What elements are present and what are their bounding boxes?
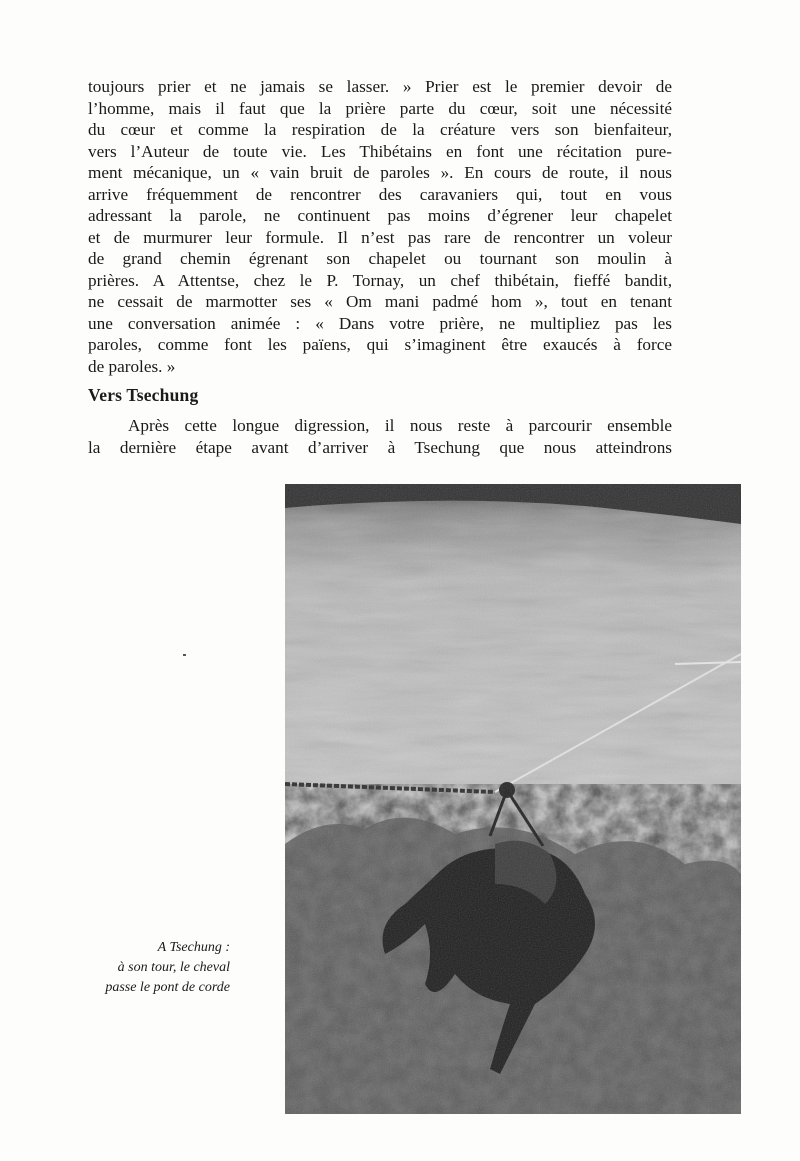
text-line: paroles, comme font les païens, qui s’imaginent être exaucés à force — [88, 335, 672, 354]
caption-line: A Tsechung : — [157, 940, 230, 955]
text-line: une conversation animée : « Dans votre prière, ne multipliez pas les — [88, 313, 672, 333]
text-line: de paroles. » — [88, 356, 176, 376]
caption-line: passe le pont de corde — [105, 980, 230, 995]
section-heading: Vers Tsechung — [88, 385, 199, 405]
text-line: du cœur et comme la respiration de la créature vers son bienfaiteur, — [88, 120, 672, 139]
text-line: de grand chemin égrenant son chapelet ou tournant son moulin à — [88, 249, 672, 268]
text-line: adressant la parole, ne continuent pas moins d’égrener leur chapelet — [88, 206, 672, 225]
text-line: toujours prier et ne jamais se lasser. » Prier est le premier devoir de — [88, 77, 672, 96]
text-line: vers l’Auteur de toute vie. Les Thibétains en font une récitation pure- — [88, 141, 672, 161]
text-line: Après cette longue digression, il nous reste à parcourir ensemble — [128, 416, 672, 435]
paragraph-prayer — [88, 76, 672, 377]
text-line: arrive fréquemment de rencontrer des caravaniers qui, tout en vous — [88, 184, 672, 204]
text-line: l’homme, mais il faut que la prière parte du cœur, soit une nécessité — [88, 98, 672, 118]
text-line: ment mécanique, un « vain bruit de paroles ». En cours de route, il nous — [88, 163, 672, 182]
photo-horse-rope-bridge — [285, 484, 741, 1114]
text-line: la dernière étape avant d’arriver à Tsechung que nous atteindrons — [88, 437, 672, 457]
text-line: ne cessait de marmotter ses « Om mani padmé hom », tout en tenant — [88, 292, 672, 311]
photo-caption — [70, 938, 230, 998]
caption-line: à son tour, le cheval — [117, 960, 230, 975]
text-line: et de murmurer leur formule. Il n’est pas rare de rencontrer un voleur — [88, 227, 672, 247]
text-line: prières. A Attentse, chez le P. Tornay, un chef thibétain, fieffé bandit, — [88, 270, 672, 290]
print-speck — [183, 654, 186, 656]
paragraph-tsechung — [88, 415, 672, 458]
